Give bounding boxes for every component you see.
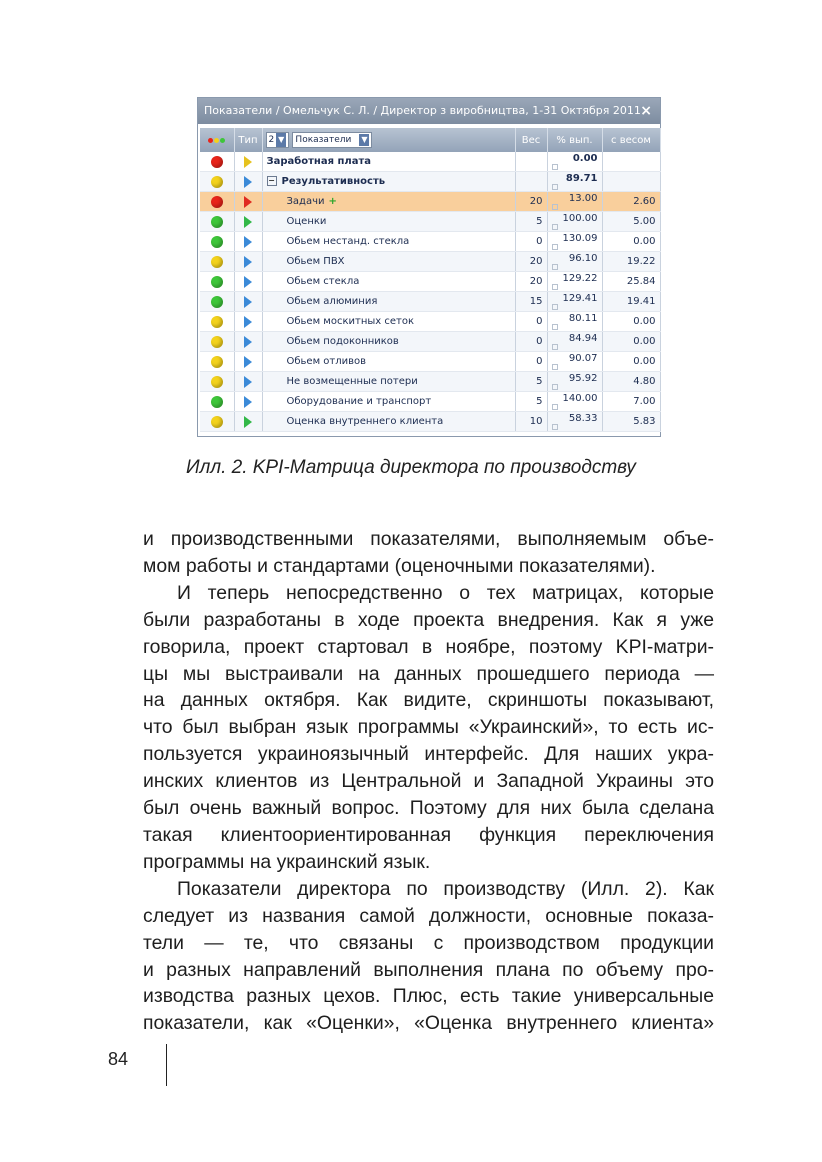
text-line: были разработаны в ходе проекта внедрения. Как я уже [143,608,714,631]
status-lamp-icon [211,216,223,228]
percent-cell [547,272,602,292]
percent-cell [547,152,602,172]
text-line: пользуется украиноязычный интерфейс. Для наших укра- [143,743,714,766]
percent-cell [547,172,602,192]
indicator-name-cell[interactable] [262,252,515,272]
text-line: инских клиентов из Центральной и Западной Украины это [143,770,714,793]
status-lamp-icon [211,176,223,188]
percent-value: 0.00 [572,153,598,164]
percent-cell [547,392,602,412]
status-lamp-cell [200,232,234,252]
type-arrow-icon[interactable] [244,156,252,168]
indicator-name: Оценки [286,216,327,227]
weighted-cell: 19.41 [602,292,660,312]
cell-marker-icon [552,264,558,270]
view-controls-header [262,128,515,152]
weight-column-header[interactable]: Вес [515,128,547,152]
cell-marker-icon [552,184,558,190]
indicator-name: Обьем москитных сеток [286,316,414,327]
indicator-name-cell[interactable] [262,392,515,412]
paragraph-1 [143,526,714,580]
indicator-name: Обьем нестанд. стекла [286,236,410,247]
percent-column-header[interactable]: % вып. [547,128,602,152]
percent-value: 129.22 [562,273,598,284]
kpi-grid [200,128,658,432]
cell-marker-icon [552,364,558,370]
paragraph-3 [143,876,714,1037]
indicator-name: Обьем отливов [286,356,367,367]
indicator-name: Обьем стекла [286,276,360,287]
indicator-name-cell[interactable] [262,372,515,392]
weighted-cell: 19.22 [602,252,660,272]
percent-cell [547,332,602,352]
type-cell[interactable] [234,212,262,232]
status-lamp-icon [211,296,223,308]
text-line: следует из названия самой должности, основные показа- [143,904,714,927]
weight-cell [515,152,547,172]
status-lamp-icon [211,396,223,408]
percent-value: 95.92 [568,373,598,384]
indicator-name-cell[interactable] [262,172,515,192]
table-row[interactable] [200,232,660,252]
weighted-cell: 0.00 [602,332,660,352]
collapse-icon[interactable]: − [268,176,275,185]
percent-value: 129.41 [562,293,598,304]
cell-marker-icon [552,384,558,390]
table-row[interactable] [200,412,660,432]
status-lamp-icon [211,356,223,368]
percent-value: 58.33 [568,413,598,424]
type-arrow-icon[interactable] [244,276,252,288]
percent-cell [547,312,602,332]
body-text [143,526,714,1037]
type-cell[interactable] [234,192,262,212]
type-arrow-icon[interactable] [244,216,252,228]
lamps-column-header[interactable] [200,128,234,152]
percent-value: 90.07 [568,353,598,364]
cell-marker-icon [552,284,558,290]
indicator-name: Задачи [286,196,325,207]
indicator-name: Результативность [281,176,386,187]
percent-value: 100.00 [562,213,598,224]
chevron-down-icon: ▼ [361,135,368,144]
weight-cell: 0 [515,312,547,332]
table-row[interactable] [200,192,660,212]
chevron-down-icon: ▼ [276,133,286,147]
cell-marker-icon [552,304,558,310]
table-row[interactable] [200,212,660,232]
cell-marker-icon [552,344,558,350]
indicator-name-cell[interactable] [262,152,515,172]
type-cell[interactable] [234,372,262,392]
text-line: программы на украинский язык. [143,850,431,873]
table-row[interactable] [200,372,660,392]
indicator-name-cell[interactable] [262,312,515,332]
cell-marker-icon [552,424,558,430]
percent-cell [547,412,602,432]
indicator-name-cell[interactable] [262,272,515,292]
weight-cell: 5 [515,212,547,232]
percent-cell [547,192,602,212]
status-lamp-cell [200,372,234,392]
weighted-cell: 5.00 [602,212,660,232]
status-lamp-cell [200,172,234,192]
type-arrow-icon[interactable] [244,316,252,328]
status-lamp-cell [200,212,234,232]
weighted-cell: 0.00 [602,232,660,252]
status-lamp-icon [211,236,223,248]
text-line: и разных направлений выполнения плана по объему про- [143,958,714,981]
add-icon[interactable]: + [328,196,337,207]
percent-cell [547,212,602,232]
text-line: И теперь непосредственно о тех матрицах, которые [177,581,714,604]
table-row[interactable] [200,252,660,272]
level-select[interactable] [266,132,290,148]
status-lamp-cell [200,352,234,372]
type-cell[interactable] [234,272,262,292]
indicator-name: Обьем подоконников [286,336,399,347]
weight-cell: 10 [515,412,547,432]
weighted-cell [602,152,660,172]
status-lamp-icon [211,196,223,208]
percent-value: 89.71 [565,173,598,184]
text-line: показатели, как «Оценки», «Оценка внутреннего клиента» [143,1012,714,1035]
status-lamp-cell [200,312,234,332]
type-arrow-icon[interactable] [244,416,252,428]
type-arrow-icon[interactable] [244,236,252,248]
cell-marker-icon [552,164,558,170]
type-arrow-icon[interactable] [244,296,252,308]
text-line: цы мы выстраивали на данных прошедшего периода — [143,662,714,685]
status-lamp-icon [211,256,223,268]
weight-cell [515,172,547,192]
weight-cell: 0 [515,332,547,352]
type-arrow-icon[interactable] [244,376,252,388]
weight-cell: 20 [515,272,547,292]
type-arrow-icon[interactable] [244,196,252,208]
status-lamp-cell [200,292,234,312]
table-row[interactable] [200,392,660,412]
text-line: изводства разных цехов. Плюс, есть такие универсальные [143,985,714,1008]
table-row[interactable] [200,332,660,352]
weighted-cell: 25.84 [602,272,660,292]
percent-value: 140.00 [562,393,598,404]
percent-cell [547,232,602,252]
weighted-cell: 0.00 [602,352,660,372]
text-line: Показатели директора по производству (Илл. 2). Как [177,877,714,900]
indicator-name: Обьем алюминия [286,296,378,307]
type-cell[interactable] [234,352,262,372]
view-select-value: Показатели [295,135,352,145]
cell-marker-icon [552,204,558,210]
indicator-name-cell[interactable] [262,352,515,372]
text-line: на данных октября. Как видите, скриншоты показывают, [143,689,714,712]
type-cell[interactable] [234,252,262,272]
type-arrow-icon[interactable] [244,396,252,408]
type-arrow-icon[interactable] [244,336,252,348]
indicator-name-cell[interactable] [262,292,515,312]
status-lamp-cell [200,392,234,412]
type-cell[interactable] [234,292,262,312]
type-arrow-icon[interactable] [244,256,252,268]
window-titlebar [198,98,660,124]
cell-marker-icon [552,404,558,410]
percent-value: 96.10 [568,253,598,264]
type-arrow-icon[interactable] [244,356,252,368]
level-select-value: 2 [268,135,275,145]
cell-marker-icon [552,244,558,250]
percent-cell [547,252,602,272]
table-header-row [200,128,660,152]
cell-marker-icon [552,224,558,230]
percent-value: 84.94 [568,333,598,344]
percent-cell [547,292,602,312]
page-number: 84 [108,1049,129,1069]
percent-value: 130.09 [562,233,598,244]
type-cell[interactable] [234,412,262,432]
text-line: говорила, проект стартовал в ноябре, поэтому KPI-матри- [143,635,714,658]
kpi-table [200,128,661,432]
status-lamp-cell [200,152,234,172]
text-line: тели — те, что связаны с производством продукции [143,931,714,954]
kpi-window-screenshot [197,97,661,437]
weight-cell: 5 [515,372,547,392]
window-title: Показатели / Омельчук С. Л. / Директор з виробництва, 1-31 Октября 2011 [204,104,641,117]
status-lamp-cell [200,272,234,292]
type-cell[interactable] [234,332,262,352]
view-select[interactable] [292,132,372,148]
table-row[interactable] [200,172,660,192]
indicator-name-cell[interactable] [262,412,515,432]
type-cell[interactable] [234,172,262,192]
weighted-column-header[interactable]: с весом [602,128,660,152]
type-arrow-icon[interactable] [244,176,252,188]
table-row[interactable] [200,272,660,292]
type-column-header[interactable]: Тип [234,128,262,152]
text-line: и производственными показателями, выполняемым объе- [143,528,714,550]
type-cell[interactable] [234,392,262,412]
figure-caption: Илл. 2. KPI-Матрица директора по производству [186,457,636,478]
weight-cell: 5 [515,392,547,412]
weighted-cell: 2.60 [602,192,660,212]
indicator-name-cell[interactable] [262,192,515,212]
indicator-name: Обьем ПВХ [286,256,345,267]
percent-cell [547,352,602,372]
weighted-cell: 7.00 [602,392,660,412]
table-row[interactable] [200,292,660,312]
status-lamp-cell [200,332,234,352]
status-lamp-cell [200,252,234,272]
weight-cell: 15 [515,292,547,312]
table-row[interactable] [200,352,660,372]
status-lamp-cell [200,412,234,432]
text-line: был очень важный вопрос. Поэтому для них была сделана [143,797,714,820]
indicator-name: Заработная плата [266,156,371,167]
weighted-cell: 5.83 [602,412,660,432]
type-cell[interactable] [234,232,262,252]
status-lamp-icon [211,416,223,428]
text-line: что был выбран язык программы «Украинский», то есть ис- [143,716,714,739]
weight-cell: 0 [515,352,547,372]
indicator-name: Не возмещенные потери [286,376,418,387]
weight-cell: 0 [515,232,547,252]
indicator-name-cell[interactable] [262,232,515,252]
indicator-name: Оценка внутреннего клиента [286,416,444,427]
indicator-name: Оборудование и транспорт [286,396,432,407]
status-lamp-icon [211,316,223,328]
percent-cell [547,372,602,392]
text-line: такая клиентоориентированная функция переключения [143,823,714,846]
percent-value: 13.00 [568,193,598,204]
indicator-name-cell[interactable] [262,212,515,232]
text-line: мом работы и стандартами (оценочными показателями). [143,554,656,577]
status-lamp-icon [211,156,223,168]
status-lamp-icon [211,276,223,288]
type-cell[interactable] [234,312,262,332]
status-lamp-cell [200,192,234,212]
table-row[interactable] [200,312,660,332]
page-number-rule [166,1044,167,1086]
weighted-cell: 0.00 [602,312,660,332]
table-row[interactable] [200,152,660,172]
weighted-cell: 4.80 [602,372,660,392]
traffic-light-icon [208,135,226,146]
status-lamp-icon [211,376,223,388]
type-cell[interactable] [234,152,262,172]
indicator-name-cell[interactable] [262,332,515,352]
cell-marker-icon [552,324,558,330]
percent-value: 80.11 [568,313,598,324]
weight-cell: 20 [515,252,547,272]
weight-cell: 20 [515,192,547,212]
status-lamp-icon [211,336,223,348]
close-icon[interactable]: × [640,103,652,119]
weighted-cell [602,172,660,192]
paragraph-2 [143,580,714,876]
